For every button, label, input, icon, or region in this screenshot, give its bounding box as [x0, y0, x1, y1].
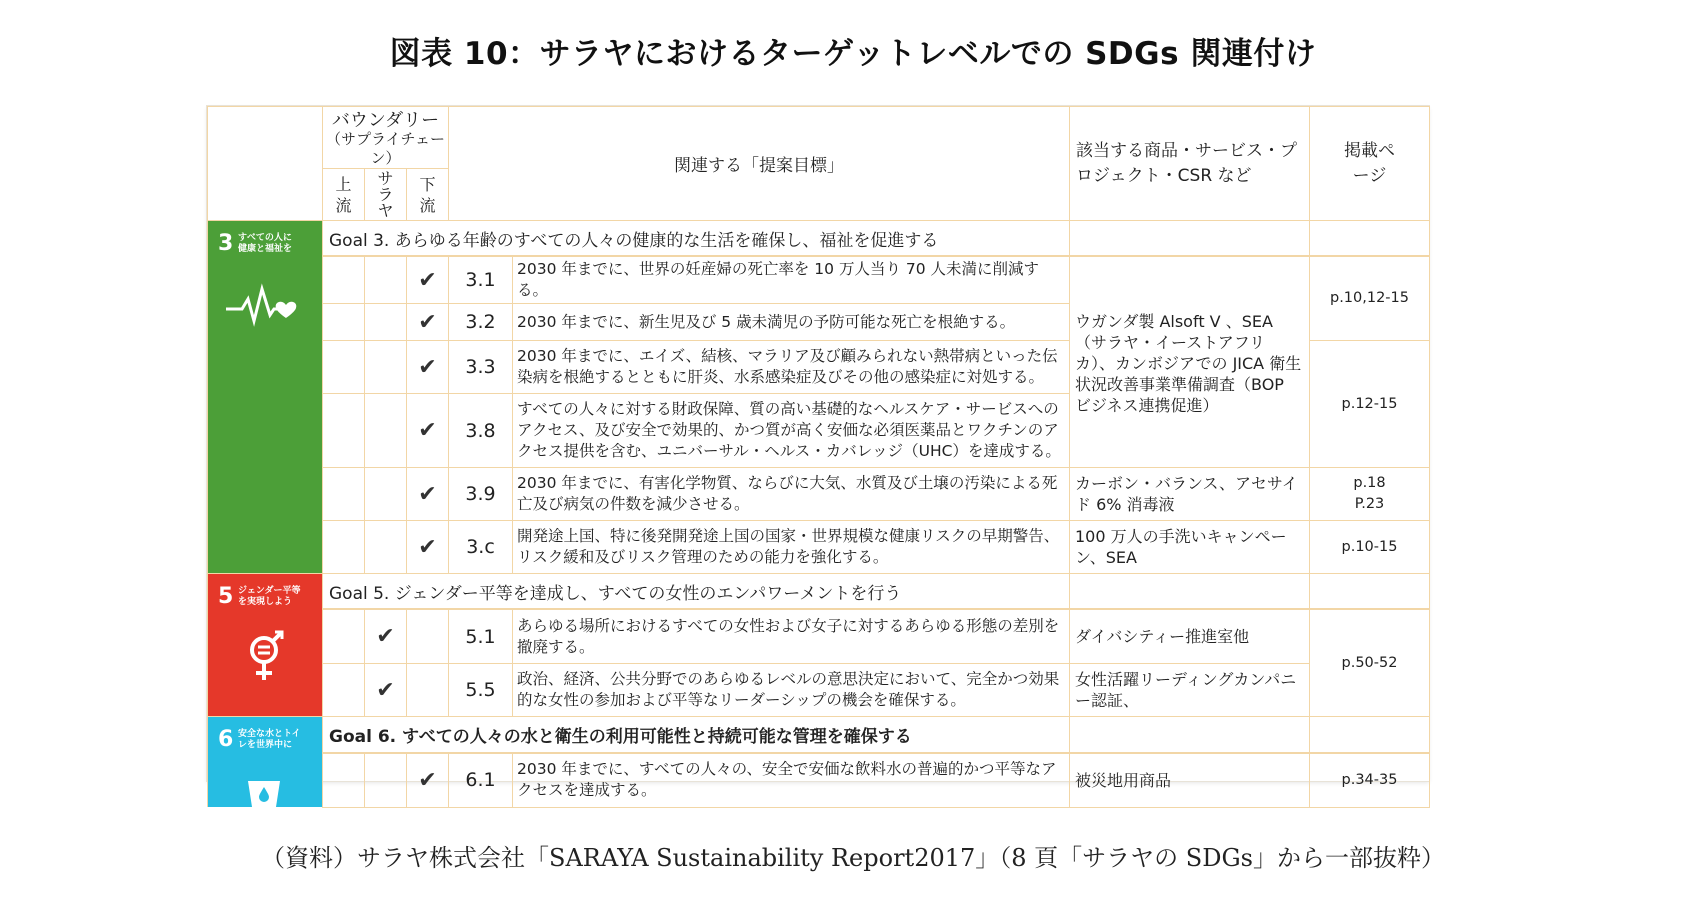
water-glass-icon [244, 777, 284, 807]
header-upstream [323, 169, 365, 221]
page-cell: p.10-15 [1310, 521, 1430, 574]
target-text: 2030 年までに、すべての人々の、安全で安価な飲料水の普遍的かつ平等なアクセスを達成する。 [513, 753, 1070, 807]
target-number: 3.c [449, 521, 513, 574]
target-text: 2030 年までに、エイズ、結核、マラリア及び顧みられない熱帯病といった伝染病を根絶するとともに肝炎、水系感染症及びその他の感染症に対処する。 [513, 341, 1070, 394]
check-mark: ✔ [407, 341, 449, 394]
page-cell: p.10,12-15 [1310, 256, 1430, 341]
header-product: 該当する商品・サービス・プロジェクト・CSR など [1070, 107, 1310, 221]
upstream-label: 上流 [335, 174, 352, 215]
sdg3-number: 3 [218, 231, 234, 256]
goal3-text: Goal 3. あらゆる年齢のすべての人々の健康的な生活を確保し、福祉を促進する [323, 221, 1070, 257]
target-text: あらゆる場所におけるすべての女性および女子に対するあらゆる形態の差別を撤廃する。 [513, 609, 1070, 664]
check-mark: ✔ [407, 468, 449, 521]
target-number: 3.8 [449, 394, 513, 468]
sdg5-number: 5 [218, 584, 234, 609]
gender-equality-icon [246, 628, 286, 688]
page-value: P.23 [1354, 496, 1385, 512]
page-title: 図表 10：サラヤにおけるターゲットレベルでの SDGs 関連付け [389, 36, 1317, 72]
target-number: 3.9 [449, 468, 513, 521]
header-page [1310, 107, 1430, 221]
table-row [208, 468, 1430, 521]
check-mark: ✔ [407, 394, 449, 468]
target-text: すべての人々に対する財政保障、質の高い基礎的なヘルスケア・サービスへのアクセス、及び安全で効果的、かつ質が高く安価な必須医薬品とワクチンのアクセス提供を含む、ユニバーサル・ヘルス・カバレッジ（UHC）を達成する。 [513, 394, 1070, 468]
sdg6-number: 6 [218, 727, 234, 752]
target-number: 3.2 [449, 304, 513, 341]
goal6-text: Goal 6. すべての人々の水と衛生の利用可能性と持続可能な管理を確保する [323, 717, 1070, 753]
target-number: 5.5 [449, 664, 513, 717]
page-value: p.18 [1353, 475, 1386, 491]
downstream-label: 下流 [419, 174, 436, 215]
table-row [208, 256, 1430, 304]
target-number: 3.3 [449, 341, 513, 394]
page-col-label: 掲載ページ [1344, 140, 1395, 186]
product-cell: 女性活躍リーディングカンパニー認証、 [1070, 664, 1310, 717]
target-text: 2030 年までに、有害化学物質、ならびに大気、水質及び土壌の汚染による死亡及び病気の件数を減少させる。 [513, 468, 1070, 521]
header-saraya [365, 169, 407, 221]
source-note: （資料）サラヤ株式会社「SARAYA Sustainability Report2017」（8 頁「サラヤの SDGs」から一部抜粋） [261, 844, 1445, 872]
product-cell: ウガンダ製 Alsoft V 、SEA（サラヤ・イーストアフリカ）、カンボジアでの JICA 衛生状況改善事業準備調査（BOP ビジネス連携促進） [1070, 256, 1310, 468]
table-row [208, 753, 1430, 807]
goal6-product-empty [1070, 717, 1310, 753]
header-target: 関連する「提案目標」 [449, 107, 1070, 221]
product-cell: カーボン・バランス、アセサイド 6% 消毒液 [1070, 468, 1310, 521]
product-cell: 100 万人の手洗いキャンペーン、SEA [1070, 521, 1310, 574]
check-mark: ✔ [365, 609, 407, 664]
goal6-page-empty [1310, 717, 1430, 753]
page-cell: p.12-15 [1310, 341, 1430, 468]
target-number: 5.1 [449, 609, 513, 664]
check-mark: ✔ [407, 256, 449, 304]
product-cell: 被災地用商品 [1070, 753, 1310, 807]
table-row [208, 521, 1430, 574]
target-text: 政治、経済、公共分野でのあらゆるレベルの意思決定において、完全かつ効果的な女性の参加および平等なリーダーシップの機会を確保する。 [513, 664, 1070, 717]
boundary-sub-label: （サプライチェーン） [325, 130, 446, 167]
table-row [208, 609, 1430, 664]
page-cell: p.50-52 [1310, 609, 1430, 717]
sdg5-icon [208, 574, 323, 717]
check-mark: ✔ [365, 664, 407, 717]
goal5-product-empty [1070, 574, 1310, 610]
header-downstream [407, 169, 449, 221]
target-text: 開発途上国、特に後発開発途上国の国家・世界規模な健康リスクの早期警告、リスク緩和及びリスク管理のための能力を強化する。 [513, 521, 1070, 574]
target-number: 3.1 [449, 256, 513, 304]
page-cell [1310, 468, 1430, 521]
check-mark: ✔ [407, 304, 449, 341]
header-icon-col [208, 107, 323, 221]
boundary-label: バウンダリー [331, 110, 440, 131]
goal3-page-empty [1310, 221, 1430, 257]
table-row [208, 664, 1430, 717]
goal5-text: Goal 5. ジェンダー平等を達成し、すべての女性のエンパワーメントを行う [323, 574, 1070, 610]
target-number: 6.1 [449, 753, 513, 807]
saraya-label: サラヤ [377, 168, 394, 220]
sdgs-table [207, 106, 1429, 800]
sdg5-label: ジェンダー平等を実現しよう [238, 586, 301, 607]
sdg6-label: 安全な水とトイレを世界中に [238, 729, 301, 750]
goal5-page-empty [1310, 574, 1430, 610]
header-boundary [323, 107, 449, 169]
check-mark: ✔ [407, 753, 449, 807]
sdg3-icon [208, 221, 323, 574]
sdg6-icon [208, 717, 323, 808]
goal3-product-empty [1070, 221, 1310, 257]
target-text: 2030 年までに、世界の妊産婦の死亡率を 10 万人当り 70 人未満に削減する。 [513, 256, 1070, 304]
target-text: 2030 年までに、新生児及び 5 歳未満児の予防可能な死亡を根絶する。 [513, 304, 1070, 341]
sdg3-label: すべての人に健康と福祉を [238, 233, 293, 254]
check-mark: ✔ [407, 521, 449, 574]
product-cell: ダイバシティー推進室他 [1070, 609, 1310, 664]
heartbeat-icon [224, 281, 304, 331]
page-cell: p.34-35 [1310, 753, 1430, 807]
